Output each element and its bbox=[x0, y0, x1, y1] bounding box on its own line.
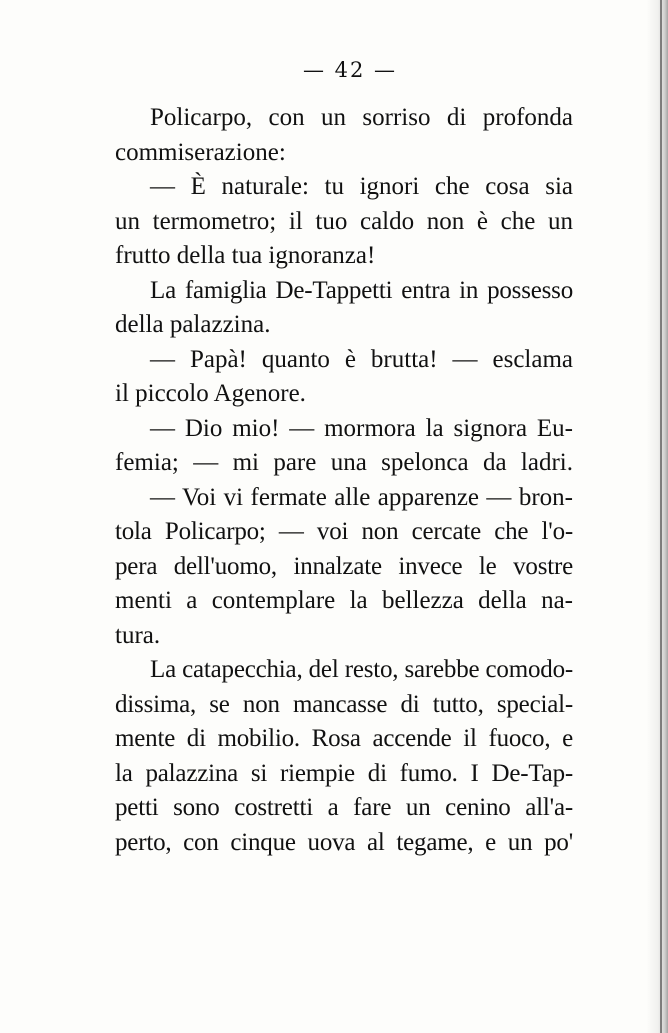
text-line: La famiglia De-Tappetti entra in possesso bbox=[150, 276, 573, 304]
text-line: petti sono costretti a fare un cenino all'a- bbox=[115, 794, 573, 821]
text-line: tura. bbox=[115, 621, 161, 649]
page-edge-line bbox=[660, 0, 662, 1033]
text-line: frutto della tua ignoranza! bbox=[115, 242, 376, 269]
text-line: La catapecchia, del resto, sarebbe comodo- bbox=[150, 656, 573, 683]
text-line: tola Policarpo; — voi non cercate che l'o- bbox=[115, 518, 573, 545]
text-line: femia; — mi pare una spelonca da ladri. bbox=[115, 449, 573, 476]
text-line: Policarpo, con un sorriso di profonda bbox=[150, 104, 573, 131]
text-line: della palazzina. bbox=[115, 311, 271, 338]
page-number: — 42 — bbox=[302, 58, 398, 82]
text-line: — Papà! quanto è brutta! — esclama bbox=[150, 345, 573, 373]
page-edge-shadow bbox=[646, 0, 668, 1033]
text-line: mente di mobilio. Rosa accende il fuoco, e bbox=[115, 725, 573, 752]
text-line: la palazzina si riempie di fumo. I De-Tap- bbox=[115, 759, 573, 787]
text-line: — Voi vi fermate alle apparenze — bron- bbox=[150, 483, 573, 511]
body-text bbox=[115, 101, 573, 860]
text-line: — È naturale: tu ignori che cosa sia bbox=[150, 173, 573, 200]
text-line: — Dio mio! — mormora la signora Eu- bbox=[150, 414, 573, 442]
text-line: il piccolo Agenore. bbox=[115, 380, 306, 407]
text-line: un termometro; il tuo caldo non è che un bbox=[115, 207, 573, 235]
text-line: pera dell'uomo, innalzate invece le vostre bbox=[115, 552, 573, 580]
text-line: perto, con cinque uova al tegame, e un po' bbox=[115, 828, 573, 856]
text-line: dissima, se non mancasse di tutto, special- bbox=[115, 690, 573, 718]
text-line: commiserazione: bbox=[115, 138, 286, 166]
text-line: menti a contemplare la bellezza della na- bbox=[115, 587, 573, 614]
